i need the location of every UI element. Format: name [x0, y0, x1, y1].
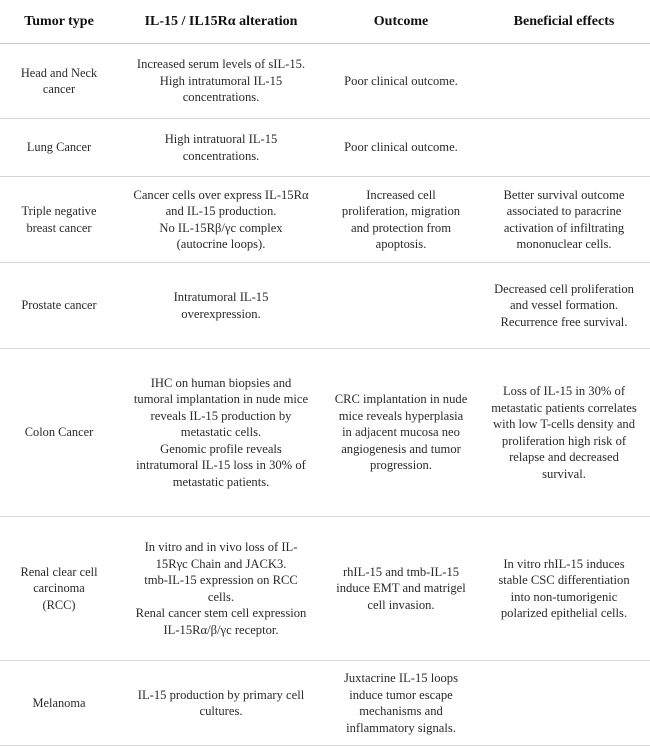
cell-line: survival.: [542, 466, 586, 481]
alteration-cell: [118, 517, 324, 661]
cell-line: carcinoma: [33, 581, 85, 596]
table-row: [0, 349, 650, 517]
header-beneficial-effects: Beneficial effects: [478, 0, 650, 44]
cell-line: reveals IL-15 production by: [150, 408, 292, 423]
table-row: [0, 177, 650, 263]
cell-line: mice reveals hyperplasia: [338, 408, 464, 423]
cell-line: Prostate cancer: [21, 298, 97, 313]
cell-line: and vessel formation.: [509, 298, 619, 313]
cell-line: Head and Neck: [20, 65, 98, 80]
cell-line: (RCC): [42, 597, 76, 612]
benefit-cell: [478, 349, 650, 517]
cell-line: Recurrence free survival.: [500, 314, 628, 329]
tumor-type-cell: [0, 44, 118, 119]
cell-line: overexpression.: [181, 306, 261, 321]
benefit-cell: [478, 44, 650, 119]
cell-line: associated to paracrine: [506, 204, 622, 218]
cell-line: Better survival outcome: [503, 187, 625, 202]
cell-line: Renal clear cell: [20, 564, 98, 579]
cell-line: cells.: [207, 589, 235, 604]
cell-line: cultures.: [199, 704, 243, 718]
cell-line: Poor clinical outcome.: [344, 73, 458, 88]
table-row: [0, 517, 650, 661]
cell-line: Cancer cells over express IL-15Rα: [133, 187, 309, 202]
cell-line: and IL-15 production.: [165, 204, 277, 218]
table-row: [0, 263, 650, 349]
table-row: [0, 119, 650, 177]
header-outcome: Outcome: [324, 0, 478, 44]
outcome-cell: [324, 517, 478, 661]
benefit-cell: [478, 263, 650, 349]
cell-line: High intratuoral IL-15: [164, 132, 278, 146]
cell-line: Genomic profile reveals: [160, 441, 282, 456]
cell-line: Triple negative: [21, 204, 97, 218]
cell-line: Lung Cancer: [26, 140, 92, 155]
cell-line: In vitro and in vivo loss of IL-: [144, 540, 298, 554]
outcome-cell: [324, 119, 478, 177]
cell-line: High intratumoral IL-15: [159, 73, 283, 88]
cell-line: In vitro rhIL-15 induces: [503, 556, 625, 571]
cell-line: cancer: [42, 82, 76, 96]
outcome-cell: [324, 661, 478, 746]
cell-line: Melanoma: [32, 695, 86, 710]
benefit-cell: [478, 177, 650, 263]
cell-line: intratumoral IL-15 loss in 30% of: [136, 458, 306, 473]
tumor-type-cell: [0, 263, 118, 349]
cell-line: angiogenesis and tumor: [341, 441, 461, 456]
cell-line: metastatic patients correlates: [491, 400, 637, 415]
cell-line: breast cancer: [26, 220, 92, 235]
cell-line: cell invasion.: [367, 597, 435, 612]
cell-line: progression.: [370, 458, 432, 473]
table-row: [0, 44, 650, 119]
outcome-cell: [324, 263, 478, 349]
cell-line: into non-tumorigenic: [510, 589, 618, 604]
tumor-type-cell: [0, 119, 118, 177]
cell-line: IL-15 production by primary cell: [137, 687, 305, 702]
outcome-cell: [324, 44, 478, 119]
cell-line: Poor clinical outcome.: [344, 140, 458, 155]
benefit-cell: [478, 661, 650, 746]
outcome-cell: [324, 349, 478, 517]
table-body: [0, 44, 650, 746]
cell-line: Juxtacrine IL-15 loops: [343, 671, 458, 685]
benefit-cell: [478, 517, 650, 661]
cell-line: in adjacent mucosa neo: [342, 425, 460, 440]
cell-line: proliferation high risk of: [501, 433, 627, 448]
alteration-cell: [118, 349, 324, 517]
table-header: [0, 0, 650, 44]
cell-line: Renal cancer stem cell expression: [135, 606, 307, 620]
cell-line: apoptosis.: [375, 237, 427, 251]
cell-line: induce EMT and matrigel: [336, 581, 466, 596]
cell-line: Loss of IL-15 in 30% of: [502, 384, 626, 398]
cell-line: CRC implantation in nude: [334, 392, 468, 407]
alteration-cell: [118, 177, 324, 263]
cell-line: Intratumoral IL-15: [173, 290, 269, 304]
cell-line: metastatic patients.: [172, 474, 270, 489]
cell-line: metastatic cells.: [180, 425, 262, 440]
cell-line: proliferation, migration: [341, 204, 461, 218]
cell-line: rhIL-15 and tmb-IL-15: [342, 564, 460, 579]
cell-line: concentrations.: [182, 90, 260, 105]
cell-line: tumoral implantation in nude mice: [133, 392, 309, 407]
cell-line: (autocrine loops).: [176, 237, 266, 251]
cell-line: and protection from: [350, 220, 452, 235]
cell-line: activation of infiltrating: [503, 220, 625, 235]
cell-line: IHC on human biopsies and: [150, 375, 292, 390]
cell-line: mechanisms and: [359, 704, 443, 718]
header-tumor-type: Tumor type: [0, 0, 118, 44]
tumor-type-cell: [0, 661, 118, 746]
alteration-cell: [118, 263, 324, 349]
tumor-type-cell: [0, 177, 118, 263]
cell-line: with low T-cells density and: [492, 417, 636, 431]
cell-line: IL-15Rα/β/γc receptor.: [163, 622, 279, 637]
cell-line: polarized epithelial cells.: [500, 606, 628, 620]
cell-line: Colon Cancer: [24, 425, 94, 440]
outcome-cell: [324, 177, 478, 263]
cell-line: inflammatory signals.: [346, 720, 456, 735]
tumor-type-cell: [0, 349, 118, 517]
cell-line: induce tumor escape: [349, 687, 453, 702]
header-row: [0, 0, 650, 44]
cell-line: Increased serum levels of sIL-15.: [136, 57, 306, 72]
alteration-cell: [118, 661, 324, 746]
tumor-type-cell: [0, 517, 118, 661]
cell-line: Decreased cell proliferation: [494, 281, 634, 296]
benefit-cell: [478, 119, 650, 177]
cell-line: relapse and decreased: [509, 450, 619, 464]
alteration-cell: [118, 44, 324, 119]
table-row: [0, 661, 650, 746]
alteration-cell: [118, 119, 324, 177]
cell-line: mononuclear cells.: [516, 237, 612, 251]
cell-line: 15Rγc Chain and JACK3.: [155, 556, 287, 571]
cell-line: stable CSC differentiation: [498, 573, 630, 587]
cell-line: No IL-15Rβ/γc complex: [159, 220, 283, 235]
cell-line: Increased cell: [366, 187, 436, 202]
header-alteration: IL-15 / IL15Rα alteration: [118, 0, 324, 44]
cell-line: tmb-IL-15 expression on RCC: [144, 573, 298, 587]
cell-line: concentrations.: [182, 148, 260, 163]
